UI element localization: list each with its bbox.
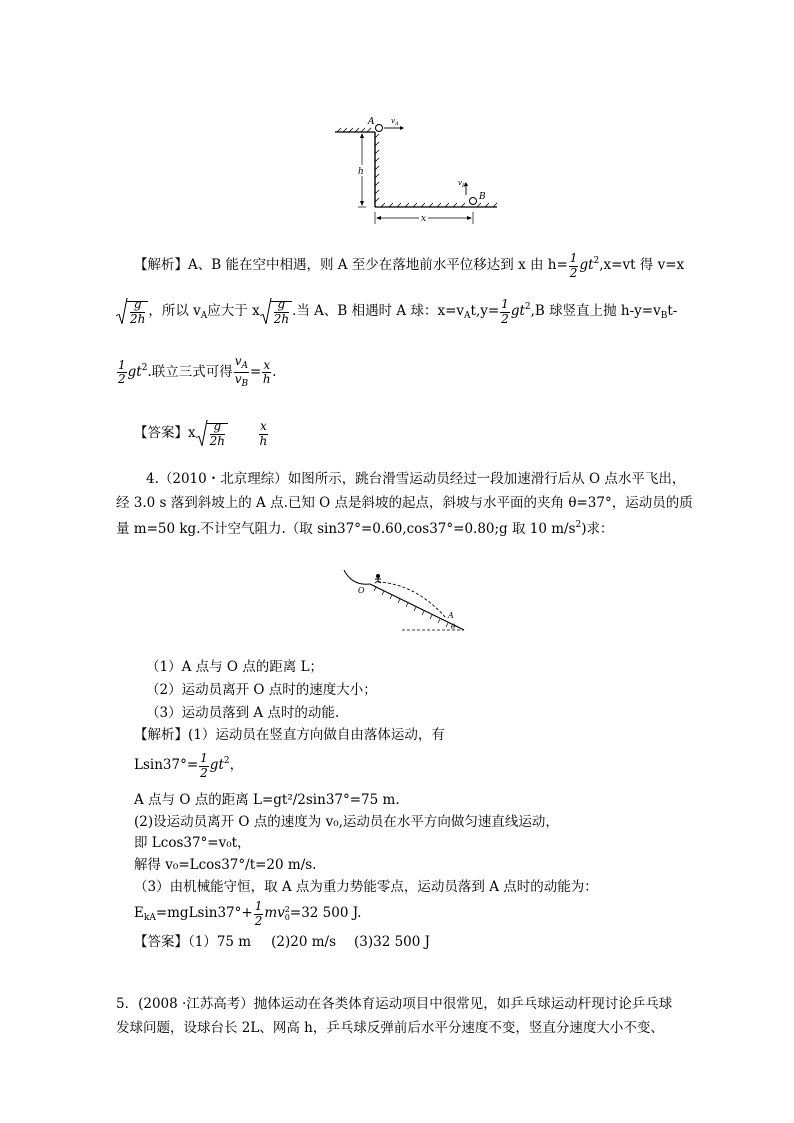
fig1-label-vA: v [391,117,395,125]
sol4-line7: （3）由机械能守恒，取 A 点为重力势能零点，运动员落到 A 点时的动能为： [134,879,598,895]
ans4-line: 【答案】（1）75 m (2)20 m/s (3)32 500 J [134,934,431,950]
q4-line3: 量 m=50 kg.不计空气阻力.（取 sin37°=0.60,cos37°=0.80;g 取 10 $m/s^2$)求： [116,520,614,537]
ans1-line: 【答案】x $\frac{g}{2h}$ $\frac{x}{h}$ [134,419,268,448]
sol4-line4: (2)设运动员离开 O 点的速度为 v₀,运动员在水平方向做匀速直线运动， [134,814,559,830]
sol4-line5: 即 Lcos37°=v₀t， [134,835,251,851]
sol4-line8: $E_{kA}=mgLsin37^\circ+$ $\frac{1}{2}$ mv 2 0 =32 500 J. [134,899,362,928]
figure-ski-jump [338,560,470,636]
q4-line1: 4.（2010・北京理综）如图所示，跳台滑雪运动员经过一段加速滑行后从 O 点水平飞出， [146,471,686,487]
fig1-label-h: h [358,167,364,177]
fig1-label-vB: v [458,179,462,187]
sol1-tag: 【解析】 [134,257,188,274]
fig1-label-A: A [368,117,375,127]
figure-cliff-balls [325,110,500,228]
q5-line1: 5．(2008 ·江苏高考）抛体运动在各类体育运动项目中很常见，如乒乓球运动杆现讨论乒乓球 [116,996,673,1012]
q4-sub2: （2）运动员离开 O 点时的速度大小； [146,682,377,698]
sol1-line2: $\frac{g}{2h}$ ，所以 $v_A$应大于 x $\frac{g}{2h}$ .当 A、B 相遇时 A 球：$x=v_At,y=$ $\frac{1}{2}$ $gt^2,B$ 球竖直上抛 $h-y=v_Bt-$ [116,298,677,325]
fig2-label-O: O [358,586,365,595]
fig1-label-vB-sub: B [462,183,466,189]
fig2-label-A: A [448,611,454,620]
q4-sub3: （3）运动员落到 A 点时的动能. [146,705,340,721]
q5-line2: 发球问题，设球台长 2L、网高 h，乒乓球反弹前后水平分速度不变，竖直分速度大小不变、 [116,1020,664,1036]
sol4-line2: Lsin37°= $\frac{1}{2}$ $gt^2$， [134,751,244,780]
sol4-line3: A 点与 O 点的距离 L=gt²/2sin37°=75 m. [134,792,400,808]
fig1-label-B: B [479,192,486,202]
q4-line2: 经 3.0 s 落到斜坡上的 A 点.已知 O 点是斜坡的起点，斜坡与水平面的夹角 θ=37°，运动员的质 [116,495,693,511]
sol4-line1: 【解析】(1）运动员在竖直方向做自由落体运动，有 [134,727,445,743]
sol4-line6: 解得 v₀=Lcos37°/t=20 m/s. [134,857,317,873]
sol1-line3: $\frac{1}{2}$ $gt^2$.联立三式可得 $\frac{v_A}{v_B}$ = $\frac{x}{h}$ . [118,354,277,390]
fig1-label-vA-sub: A [395,121,399,127]
fig1-label-x: x [421,214,427,224]
fig2-label-theta: θ [451,623,456,631]
q4-sub1: （1）A 点与 O 点的距离 L； [146,659,324,675]
sol1-line1: 【解析】A、B 能在空中相遇，则 A 至少在落地前水平位移达到 x 由 h= $\frac{1}{2}$ $gt^2,x=vt$ 得 v=x [134,251,685,280]
